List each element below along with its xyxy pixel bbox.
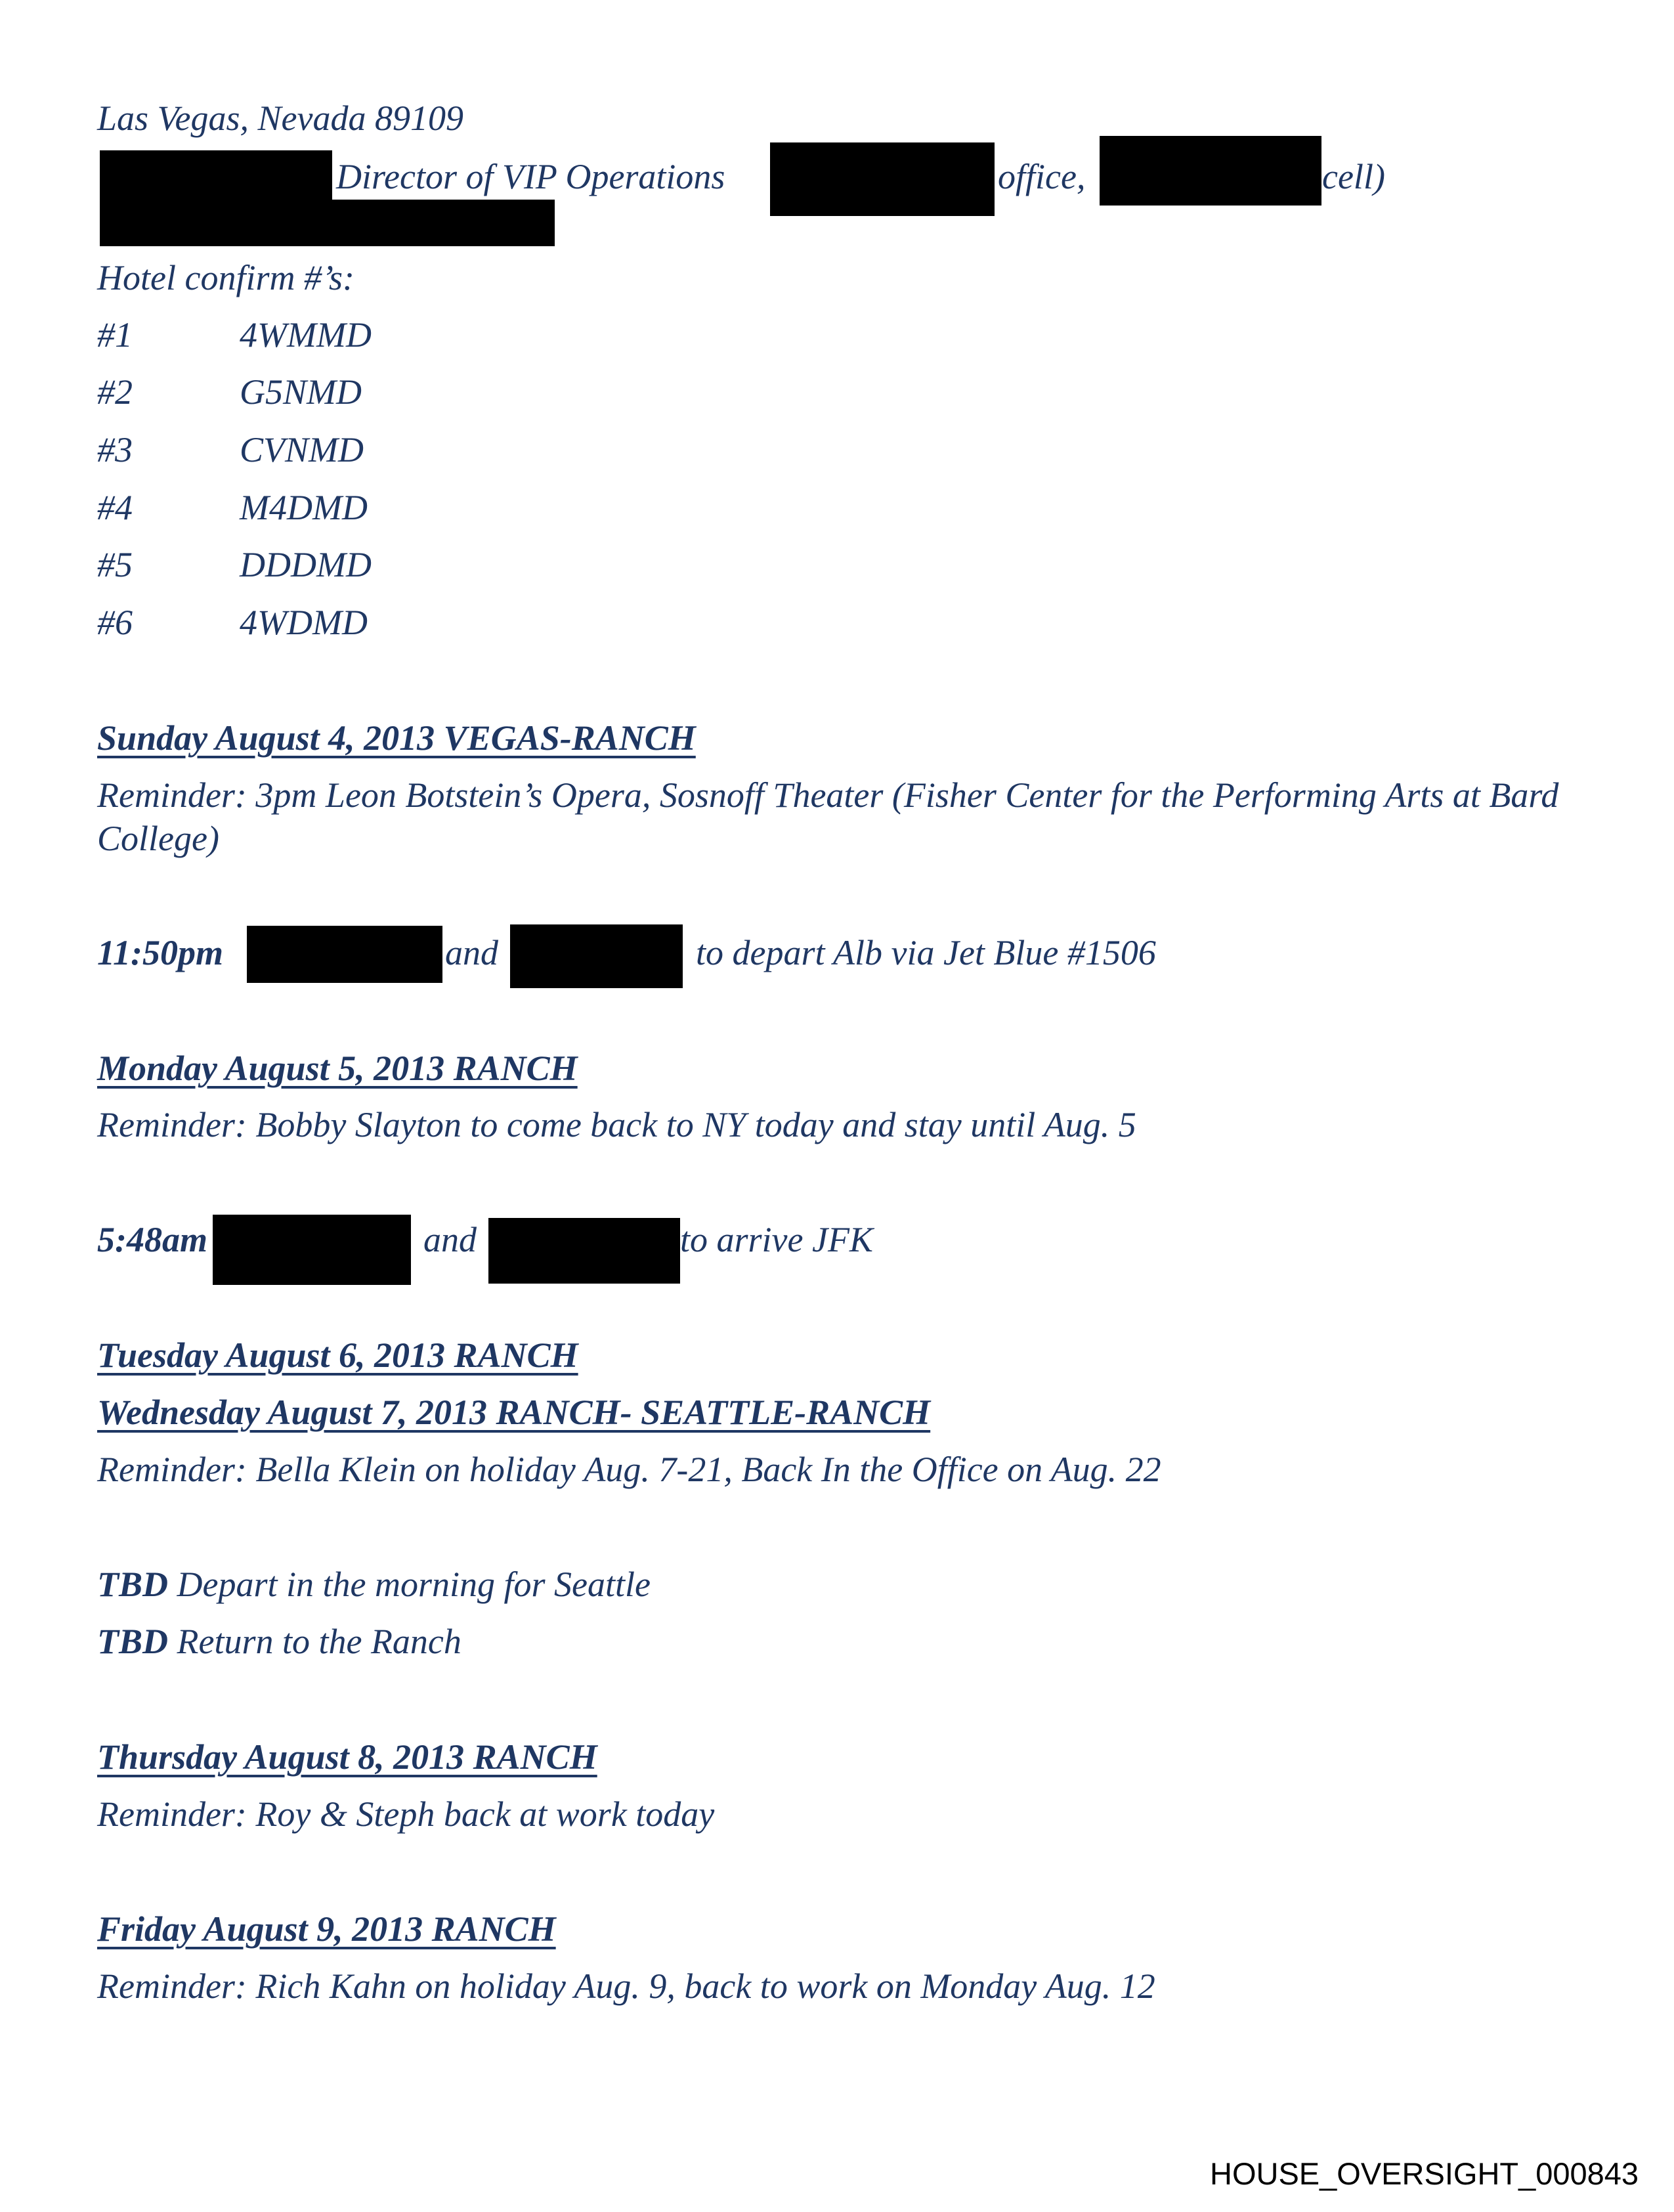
confirm-code: 4WDMD xyxy=(240,603,368,642)
redaction-box xyxy=(488,1218,680,1284)
redaction-box xyxy=(510,924,683,988)
redaction-box xyxy=(213,1215,411,1285)
event-time: 11:50pm xyxy=(97,933,224,972)
event-time: 5:48am xyxy=(97,1220,207,1259)
contact-title: Director of VIP Operations xyxy=(336,157,725,196)
day-heading-friday: Friday August 9, 2013 RANCH xyxy=(97,1909,556,1949)
event-text: to depart Alb via Jet Blue #1506 xyxy=(696,933,1156,972)
day-heading-thursday: Thursday August 8, 2013 RANCH xyxy=(97,1737,597,1777)
redaction-box xyxy=(100,200,555,246)
event-text: Depart in the morning for Seattle xyxy=(177,1565,651,1604)
confirm-code: DDDMD xyxy=(240,545,372,584)
confirm-code: 4WMMD xyxy=(240,315,372,355)
confirm-code: G5NMD xyxy=(240,372,362,412)
event-label: TBD xyxy=(97,1622,168,1661)
contact-cell: cell) xyxy=(1322,157,1385,196)
confirm-code: CVNMD xyxy=(240,430,364,469)
confirm-number: #3 xyxy=(97,430,133,469)
confirm-number: #4 xyxy=(97,488,133,527)
redaction-box xyxy=(1100,136,1321,206)
day-heading-monday: Monday August 5, 2013 RANCH xyxy=(97,1049,578,1088)
confirm-number: #6 xyxy=(97,603,133,642)
event-text: to arrive JFK xyxy=(680,1220,873,1259)
event-conjunction: and xyxy=(423,1220,477,1259)
redaction-box xyxy=(247,926,442,983)
confirm-number: #5 xyxy=(97,545,133,584)
day-heading-tuesday: Tuesday August 6, 2013 RANCH xyxy=(97,1335,578,1375)
event-row xyxy=(97,1620,461,1663)
reminder-thursday: Reminder: Roy & Steph back at work today xyxy=(97,1794,715,1834)
event-row xyxy=(97,1563,651,1606)
day-heading-sunday: Sunday August 4, 2013 VEGAS-RANCH xyxy=(97,718,696,758)
bates-footer: HOUSE_OVERSIGHT_000843 xyxy=(1210,2156,1639,2191)
redaction-box xyxy=(770,142,995,216)
day-heading-wednesday: Wednesday August 7, 2013 RANCH- SEATTLE-RANCH xyxy=(97,1393,931,1432)
event-conjunction: and xyxy=(445,933,498,972)
confirm-number: #2 xyxy=(97,372,133,412)
hotel-confirm-label: Hotel confirm #’s: xyxy=(97,258,354,297)
confirm-number: #1 xyxy=(97,315,133,355)
reminder-monday: Reminder: Bobby Slayton to come back to NY today and stay until Aug. 5 xyxy=(97,1105,1136,1144)
event-label: TBD xyxy=(97,1565,168,1604)
reminder-wednesday: Reminder: Bella Klein on holiday Aug. 7-21, Back In the Office on Aug. 22 xyxy=(97,1450,1161,1489)
redaction-box xyxy=(100,150,332,202)
reminder-friday: Reminder: Rich Kahn on holiday Aug. 9, back to work on Monday Aug. 12 xyxy=(97,1966,1155,2006)
contact-office: office, xyxy=(998,157,1086,196)
confirm-code: M4DMD xyxy=(240,488,368,527)
reminder-sunday: Reminder: 3pm Leon Botstein’s Opera, Sosnoff Theater (Fisher Center for the Performing Arts at Bard College) xyxy=(97,775,1559,858)
event-text: Return to the Ranch xyxy=(177,1622,461,1661)
address-line: Las Vegas, Nevada 89109 xyxy=(97,98,463,138)
